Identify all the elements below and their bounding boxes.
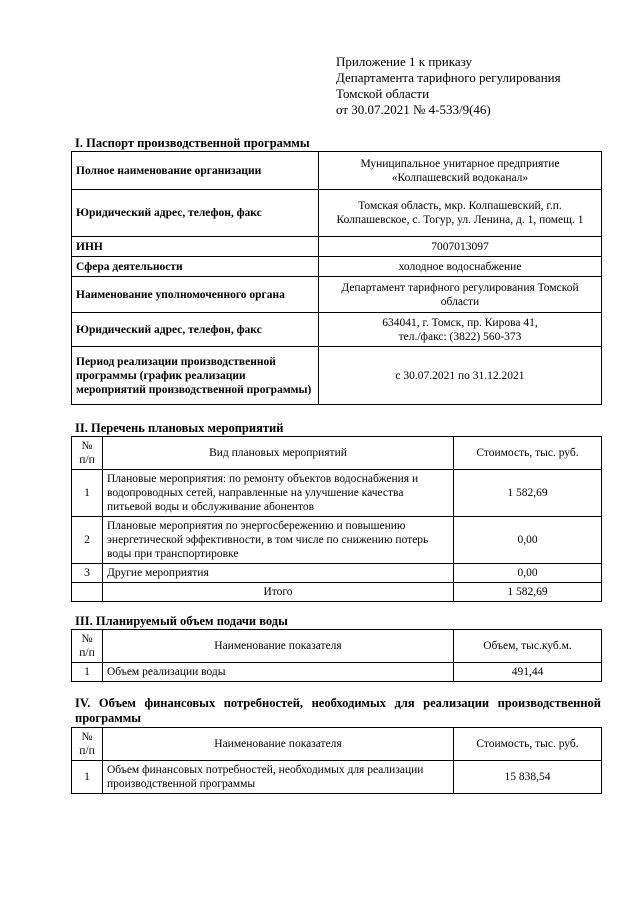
- total-cost: 1 582,69: [454, 583, 602, 602]
- row-value: 491,44: [454, 663, 602, 682]
- row-value: холодное водоснабжение: [319, 257, 602, 277]
- table-row: [72, 517, 602, 564]
- row-value: Департамент тарифного регулирования Томской области: [319, 277, 602, 313]
- table-row: [72, 190, 602, 237]
- row-label: Полное наименование организации: [72, 152, 319, 190]
- row-name: Плановые мероприятия по энергосбережению и повышению энергетической эффективности, в том числе по снижению потерь воды при транспортировке: [103, 517, 454, 564]
- table-row: [72, 470, 602, 517]
- column-header-num: № п/п: [72, 437, 103, 470]
- row-name: Другие мероприятия: [103, 564, 454, 583]
- activities-table: [71, 436, 602, 602]
- row-cost: 0,00: [454, 517, 602, 564]
- column-header-name: Вид плановых мероприятий: [103, 437, 454, 470]
- row-label: Юридический адрес, телефон, факс: [72, 190, 319, 237]
- row-label: Наименование уполномоченного органа: [72, 277, 319, 313]
- table-row: [72, 313, 602, 347]
- header-line-3: Томской области: [336, 86, 430, 101]
- row-num: 2: [72, 517, 103, 564]
- column-header-num: № п/п: [72, 728, 103, 761]
- table-header-row: [72, 630, 602, 663]
- row-cost: 0,00: [454, 564, 602, 583]
- row-value: 7007013097: [319, 237, 602, 257]
- document-header: [336, 54, 616, 118]
- financial-needs-table: [71, 727, 602, 794]
- column-header-name: Наименование показателя: [103, 630, 454, 663]
- address-line-1: 634041, г. Томск, пр. Кирова 41,: [382, 316, 538, 329]
- table-row: [72, 237, 602, 257]
- row-value: с 30.07.2021 по 31.12.2021: [319, 347, 602, 405]
- row-value: [319, 313, 602, 347]
- row-cost: 15 838,54: [454, 761, 602, 794]
- row-name: Плановые мероприятия: по ремонту объектов водоснабжения и водопроводных сетей, направленные на улучшение качества питьевой воды и обслуживание абонентов: [103, 470, 454, 517]
- table-row: [72, 277, 602, 313]
- row-label: ИНН: [72, 237, 319, 257]
- header-line-1: Приложение 1 к приказу: [336, 54, 473, 69]
- row-num: 1: [72, 761, 103, 794]
- column-header-cost: Стоимость, тыс. руб.: [454, 437, 602, 470]
- water-volume-table: [71, 629, 602, 682]
- header-line-2: Департамента тарифного регулирования: [336, 70, 561, 85]
- address-line-2: тел./факс: (3822) 560-373: [398, 330, 522, 343]
- section-4-title: IV. Объем финансовых потребностей, необходимых для реализации производственной программы: [75, 696, 601, 725]
- row-num: 1: [72, 470, 103, 517]
- section-3-title: III. Планируемый объем подачи воды: [75, 614, 288, 628]
- section-2-title: II. Перечень плановых мероприятий: [75, 421, 284, 435]
- table-row: [72, 152, 602, 190]
- row-label: Юридический адрес, телефон, факс: [72, 313, 319, 347]
- passport-table: [71, 151, 602, 405]
- total-label: Итого: [103, 583, 454, 602]
- column-header-cost: Стоимость, тыс. руб.: [454, 728, 602, 761]
- row-value: Томская область, мкр. Колпашевский, г.п. Колпашевское, с. Тогур, ул. Ленина, д. 1, помещ. 1: [319, 190, 602, 237]
- table-total-row: [72, 583, 602, 602]
- table-row: [72, 564, 602, 583]
- row-name: Объем реализации воды: [103, 663, 454, 682]
- row-label: Период реализации производственной программы (график реализации мероприятий производственной программы): [72, 347, 319, 405]
- table-row: [72, 761, 602, 794]
- row-cost: 1 582,69: [454, 470, 602, 517]
- table-row: [72, 663, 602, 682]
- table-row: [72, 347, 602, 405]
- total-empty-cell: [72, 583, 103, 602]
- table-row: [72, 257, 602, 277]
- column-header-value: Объем, тыс.куб.м.: [454, 630, 602, 663]
- column-header-name: Наименование показателя: [103, 728, 454, 761]
- row-num: 3: [72, 564, 103, 583]
- row-name: Объем финансовых потребностей, необходимых для реализации производственной программы: [103, 761, 454, 794]
- section-1-title: I. Паспорт производственной программы: [75, 136, 310, 150]
- table-header-row: [72, 728, 602, 761]
- column-header-num: № п/п: [72, 630, 103, 663]
- row-label: Сфера деятельности: [72, 257, 319, 277]
- table-header-row: [72, 437, 602, 470]
- row-num: 1: [72, 663, 103, 682]
- row-value: Муниципальное унитарное предприятие «Колпашевский водоканал»: [319, 152, 602, 190]
- header-line-4: от 30.07.2021 № 4-533/9(46): [336, 102, 491, 117]
